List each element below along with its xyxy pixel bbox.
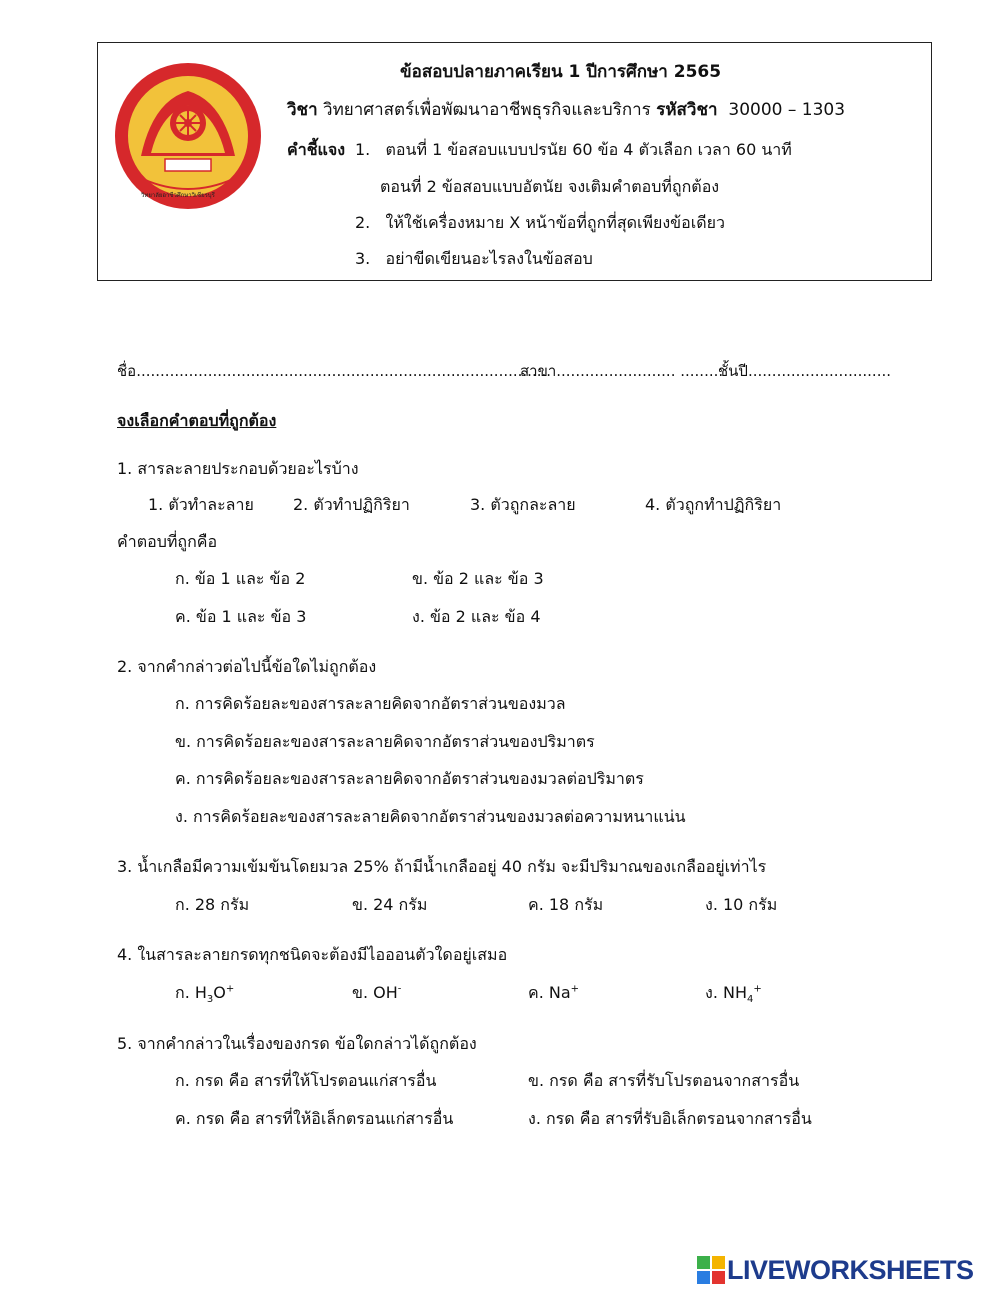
q1-item: 4. ตัวถูกทำปฏิกิริยา	[645, 495, 782, 514]
q2-choice-a[interactable]: ก. การคิดร้อยละของสารละลายคิดจากอัตราส่วนของมวล	[175, 694, 566, 713]
student-name-field[interactable]: ชื่อ.......................................................................................	[117, 362, 552, 380]
student-major-field[interactable]: สาขา......................... .........	[520, 362, 724, 380]
instruction-1b	[380, 175, 719, 200]
formula-base: ก. H	[175, 983, 207, 1002]
exam-title: ข้อสอบปลายภาคเรียน 1 ปีการศึกษา 2565	[400, 62, 722, 82]
q1-choice-a[interactable]: ก. ข้อ 1 และ ข้อ 2	[175, 569, 306, 588]
formula-base: ง. NH	[705, 983, 747, 1002]
instruction-3	[355, 247, 593, 272]
q3-choice-d[interactable]: ง. 10 กรัม	[705, 895, 778, 914]
college-logo-seal	[113, 61, 263, 211]
question-2-text: 2. จากคำกล่าวต่อไปนี้ข้อใดไม่ถูกต้อง	[117, 657, 377, 676]
subject-line	[287, 96, 845, 123]
q1-item: 2. ตัวทำปฏิกิริยา	[293, 495, 410, 514]
q2-choice-b[interactable]: ข. การคิดร้อยละของสารละลายคิดจากอัตราส่วนของปริมาตร	[175, 732, 595, 751]
formula-charge: -	[397, 983, 402, 995]
code-value: 30000 – 1303	[728, 100, 846, 120]
question-3-text: 3. น้ำเกลือมีความเข้มข้นโดยมวล 25% ถ้ามีน้ำเกลืออยู่ 40 กรัม จะมีปริมาณของเกลืออยู่เท่าไร	[117, 857, 767, 876]
formula-charge: +	[753, 983, 762, 995]
formula-charge: +	[570, 983, 580, 995]
instruction-num: 3.	[355, 249, 371, 268]
q5-choice-d[interactable]: ง. กรด คือ สารที่รับอิเล็กตรอนจากสารอื่น	[528, 1109, 812, 1128]
code-label: รหัสวิชา	[656, 100, 718, 120]
subject-name: วิทยาศาสตร์เพื่อพัฒนาอาชีพธุรกิจและบริการ	[323, 100, 651, 120]
q1-answer-prompt: คำตอบที่ถูกคือ	[117, 532, 218, 551]
section-title: จงเลือกคำตอบที่ถูกต้อง	[117, 411, 277, 430]
instruction-text: ให้ใช้เครื่องหมาย X หน้าข้อที่ถูกที่สุดเพียงข้อเดียว	[385, 213, 725, 232]
q4-choice-c[interactable]	[528, 981, 579, 1006]
q3-choice-c[interactable]: ค. 18 กรัม	[528, 895, 604, 914]
q4-choice-d[interactable]	[705, 981, 762, 1006]
student-level-field[interactable]: ชั้นปี..............................	[718, 362, 891, 380]
formula-charge: +	[225, 983, 235, 995]
formula-subscript: 3	[206, 994, 214, 1006]
logo-caption: วิทยาลัยอาชีวศึกษาวิเชียรบุรี	[141, 192, 215, 199]
instruction-1	[355, 138, 792, 163]
instruction-2	[355, 211, 725, 236]
liveworksheets-wordmark: LIVEWORKSHEETS	[727, 1254, 974, 1285]
q3-choice-a[interactable]: ก. 28 กรัม	[175, 895, 250, 914]
instructions-label: คำชี้แจง	[287, 140, 346, 159]
q1-choice-b[interactable]: ข. ข้อ 2 และ ข้อ 3	[412, 569, 544, 588]
q5-choice-c[interactable]: ค. กรด คือ สารที่ให้อิเล็กตรอนแก่สารอื่น	[175, 1109, 454, 1128]
q4-choice-a[interactable]	[175, 981, 234, 1006]
q1-choice-c[interactable]: ค. ข้อ 1 และ ข้อ 3	[175, 607, 307, 626]
q2-choice-c[interactable]: ค. การคิดร้อยละของสารละลายคิดจากอัตราส่วนของมวลต่อปริมาตร	[175, 769, 644, 788]
instruction-text: อย่าขีดเขียนอะไรลงในข้อสอบ	[385, 249, 593, 268]
formula-base: ค. Na	[528, 983, 571, 1002]
question-4-text: 4. ในสารละลายกรดทุกชนิดจะต้องมีไอออนตัวใดอยู่เสมอ	[117, 945, 508, 964]
liveworksheets-brand[interactable]	[697, 1255, 974, 1285]
question-1-text: 1. สารละลายประกอบด้วยอะไรบ้าง	[117, 459, 359, 478]
question-5-text: 5. จากคำกล่าวในเรื่องของกรด ข้อใดกล่าวได้ถูกต้อง	[117, 1034, 477, 1053]
q1-item: 1. ตัวทำละลาย	[148, 495, 254, 514]
formula-base: O	[213, 983, 226, 1002]
q3-choice-b[interactable]: ข. 24 กรัม	[352, 895, 428, 914]
instruction-num: 2.	[355, 213, 371, 232]
q2-choice-d[interactable]: ง. การคิดร้อยละของสารละลายคิดจากอัตราส่วนของมวลต่อความหนาแน่น	[175, 807, 686, 826]
instruction-text: ตอนที่ 1 ข้อสอบแบบปรนัย 60 ข้อ 4 ตัวเลือก เวลา 60 นาที	[385, 140, 792, 159]
liveworksheets-logo-icon	[697, 1256, 725, 1284]
formula-base: ข. OH	[352, 983, 398, 1002]
subject-label: วิชา	[287, 100, 318, 120]
instruction-text: ตอนที่ 2 ข้อสอบแบบอัตนัย จงเติมคำตอบที่ถูกต้อง	[380, 177, 720, 196]
q5-choice-b[interactable]: ข. กรด คือ สารที่รับโปรตอนจากสารอื่น	[528, 1071, 800, 1090]
q4-choice-b[interactable]	[352, 981, 401, 1006]
formula-subscript: 4	[746, 994, 754, 1006]
q5-choice-a[interactable]: ก. กรด คือ สารที่ให้โปรตอนแก่สารอื่น	[175, 1071, 437, 1090]
instruction-num: 1.	[355, 140, 371, 159]
q1-item: 3. ตัวถูกละลาย	[470, 495, 576, 514]
q1-choice-d[interactable]: ง. ข้อ 2 และ ข้อ 4	[412, 607, 541, 626]
